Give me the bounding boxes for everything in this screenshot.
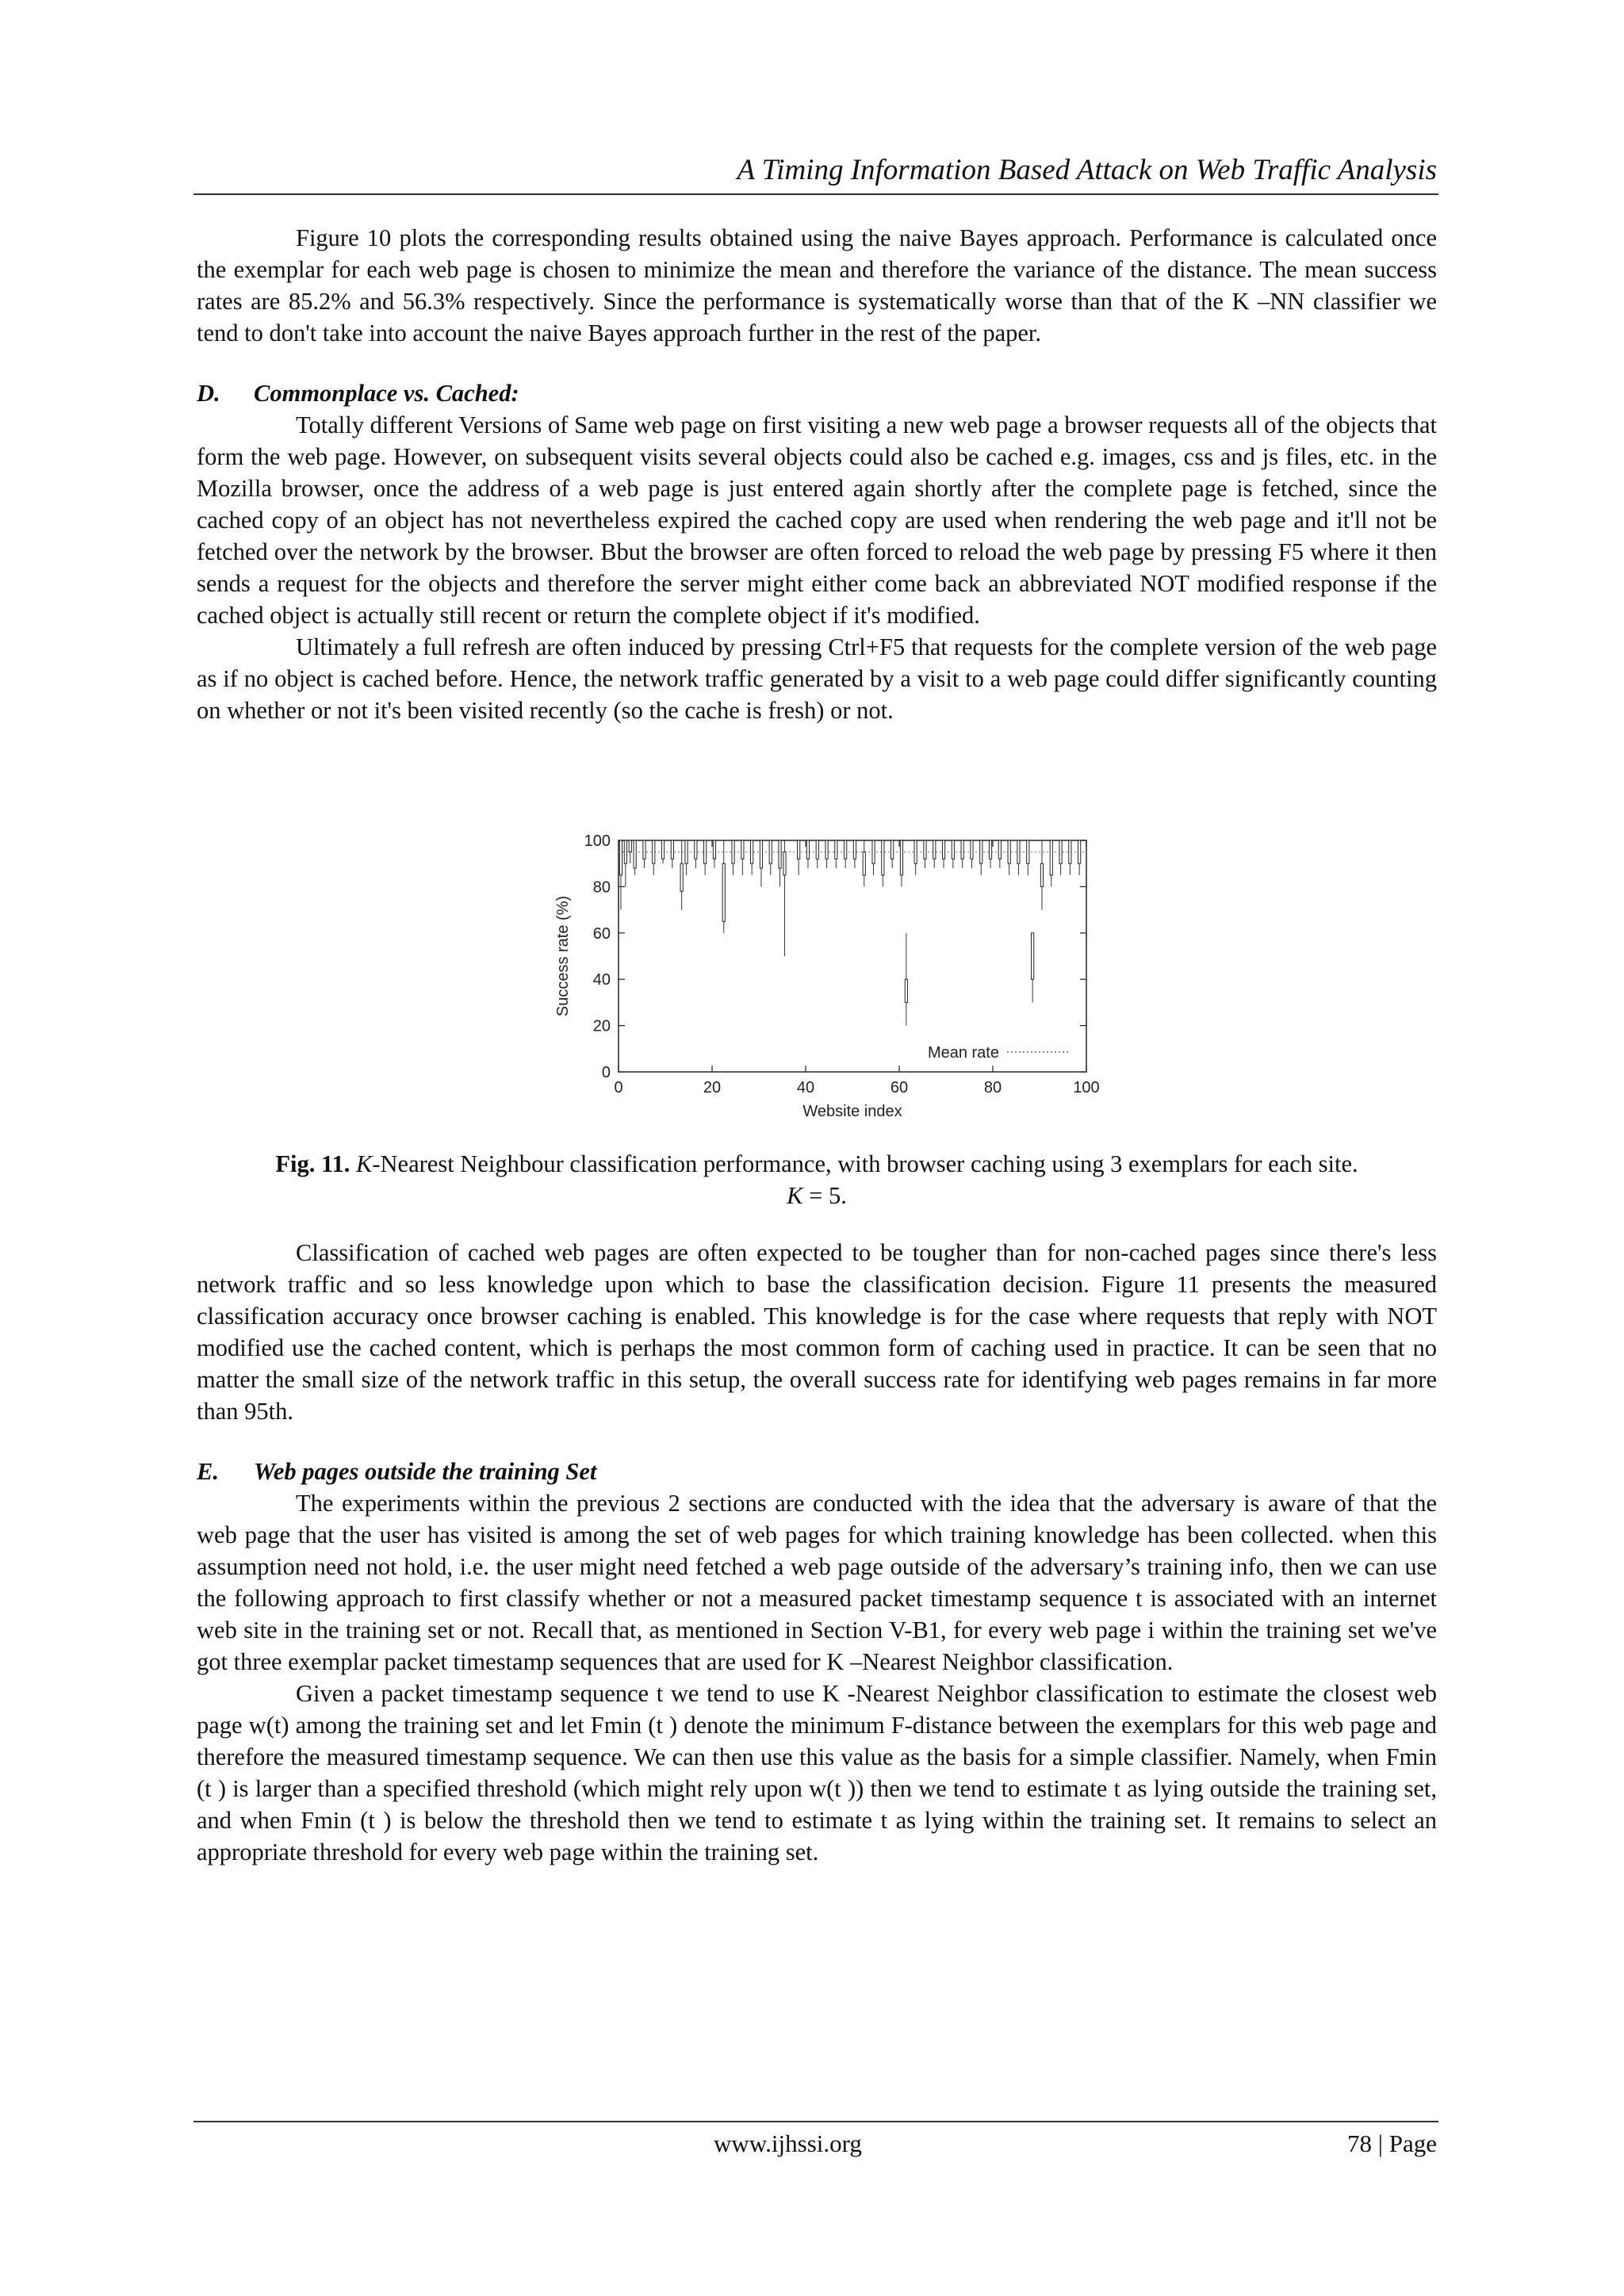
y-tick-label: 40 bbox=[592, 971, 611, 989]
box-body bbox=[704, 840, 707, 863]
box-body bbox=[653, 840, 655, 863]
section-number: D. bbox=[197, 380, 220, 407]
caption-text-2: = 5. bbox=[802, 1182, 847, 1209]
box-body bbox=[816, 840, 818, 859]
caption-k-symbol: K bbox=[356, 1150, 373, 1177]
paragraph: The experiments within the previous 2 sections are conducted with the idea that the adversary is aware of that the web page that the user has visited is among the set of web pages for which training knowledge has been collected. when this assumption need not hold, i.e. the user might need fetched a web page outside of the adversary’s training info, then we can use the following approach to first classify whether or not a measured packet timestamp sequence t is associated with an internet web site in the training set or not. Recall that, as mentioned in Section V-B1, for every web page i within the training set we've got three exemplar packet timestamp sequences that are used for K –Nearest Neighbor classification. bbox=[197, 1490, 1437, 1675]
body-block-lower bbox=[197, 1237, 1437, 1868]
box-body bbox=[853, 840, 856, 859]
box-body bbox=[914, 840, 917, 863]
header-rule bbox=[193, 193, 1438, 195]
box-body bbox=[695, 840, 697, 859]
box-body bbox=[1059, 840, 1062, 863]
box-body bbox=[905, 979, 907, 1002]
footer-site: www.ijhssi.org bbox=[714, 2130, 862, 2157]
x-tick-label: 60 bbox=[890, 1079, 909, 1096]
legend-label: Mean rate bbox=[927, 1044, 999, 1062]
box-body bbox=[619, 840, 622, 875]
x-axis-label: Website index bbox=[802, 1103, 902, 1120]
figure-caption bbox=[197, 1148, 1437, 1211]
body-block-upper bbox=[197, 222, 1437, 726]
box-body bbox=[1032, 933, 1034, 979]
paragraph: Ultimately a full refresh are often induced by pressing Ctrl+F5 that requests for the complete version of the web page as if no object is cached before. Hence, the network traffic generated by a visit to a web page could differ significantly counting on whether or not it's been visited recently (so the cache is fresh) or not. bbox=[197, 633, 1437, 724]
box-body bbox=[783, 852, 786, 875]
box-body bbox=[933, 840, 936, 859]
y-tick-label: 60 bbox=[592, 924, 611, 943]
paragraph: Figure 10 plots the corresponding results obtained using the naive Bayes approach. Performance is calculated once the exemplar for each web page is chosen to minimize the mean and therefore the variance of the distance. The mean success rates are 85.2% and 56.3% respectively. Since the performance is systematically worse than that of the K –NN classifier we tend to don't take into account the naive Bayes approach further in the rest of the paper. bbox=[197, 224, 1437, 346]
box-body bbox=[942, 840, 944, 859]
axis-layer bbox=[584, 832, 1100, 1096]
section-number: E. bbox=[197, 1458, 219, 1485]
box-body bbox=[671, 840, 673, 859]
box-plot-chart bbox=[523, 825, 1110, 1142]
x-tick-label: 100 bbox=[1073, 1079, 1100, 1096]
paragraph: Given a packet timestamp sequence t we tend to use K -Nearest Neighbor classification to estimate the closest web page w(t) among the training set and let Fmin (t ) denote the minimum F-distance between the exemplars for this web page and therefore the measured timestamp sequence. We can then use this value as the basis for a simple classifier. Namely, when Fmin (t ) is larger than a specified threshold (which might rely upon w(t )) then we tend to estimate t as lying outside the training set, and when Fmin (t ) is below the threshold then we tend to estimate t as lying within the training set. It remains to select an appropriate threshold for every web page within the training set. bbox=[197, 1680, 1437, 1866]
box-body bbox=[798, 840, 800, 859]
box-body bbox=[722, 863, 725, 921]
paragraph: Totally different Versions of Same web page on first visiting a new web page a browser requests all of the objects that form the web page. However, on subsequent visits several objects could also be cached e.g. images, css and js files, etc. in the Mozilla browser, once the address of a web page is just entered again shortly after the complete page is fetched, since the cached copy of an object has not nevertheless expired the cached copy are used when rendering the web page and it'll not be fetched over the network by the browser. Bbut the browser are often forced to reload the web page by pressing F5 where it then sends a request for the objects and therefore the server might either come back an abbreviated NOT modified response if the cached object is actually still recent or return the complete object if it's modified. bbox=[197, 411, 1437, 629]
box-body bbox=[872, 840, 875, 863]
box-body bbox=[998, 840, 1001, 859]
box-body bbox=[661, 840, 664, 859]
box-body bbox=[835, 840, 837, 859]
caption-k-symbol-2: K bbox=[787, 1182, 803, 1209]
caption-line-1 bbox=[197, 1148, 1437, 1180]
section-heading-e bbox=[197, 1456, 1437, 1487]
box-body bbox=[1050, 840, 1052, 875]
x-tick-label: 80 bbox=[983, 1079, 1002, 1096]
box-body bbox=[961, 840, 963, 859]
box-body bbox=[980, 840, 982, 863]
figure-11 bbox=[523, 825, 1110, 1142]
caption-text: -Nearest Neighbour classification performance, with browser caching using 3 exemplars for each site. bbox=[372, 1150, 1358, 1177]
box-body bbox=[825, 840, 828, 859]
section-title: Commonplace vs. Cached: bbox=[254, 380, 519, 407]
x-tick-label: 40 bbox=[796, 1079, 815, 1096]
box-body bbox=[806, 840, 809, 859]
box-body bbox=[779, 840, 781, 868]
box-body bbox=[1078, 840, 1081, 863]
box-body bbox=[1069, 840, 1071, 863]
box-body bbox=[751, 840, 753, 863]
box-body bbox=[713, 840, 715, 859]
box-body bbox=[624, 840, 626, 863]
paragraph: Classification of cached web pages are often expected to be tougher than for non-cached pages since there's less network traffic and so less knowledge upon which to base the classification decision. Figure 11 presents the measured classification accuracy once browser caching is enabled. This knowledge is for the case where requests that reply with NOT modified use the cached content, which is perhaps the most common form of caching used in practice. It can be seen that no matter the small size of the network traffic in this setup, the overall success rate for identifying web pages remains in far more than 95th. bbox=[197, 1239, 1437, 1425]
y-tick-label: 80 bbox=[592, 878, 611, 897]
y-tick-label: 0 bbox=[601, 1064, 611, 1081]
box-body bbox=[1040, 863, 1043, 886]
box-body bbox=[769, 840, 772, 863]
box-body bbox=[900, 840, 902, 875]
footer-rule bbox=[193, 2121, 1438, 2122]
x-tick-label: 0 bbox=[614, 1079, 623, 1096]
caption-line-2 bbox=[197, 1180, 1437, 1211]
y-tick-label: 20 bbox=[592, 1017, 611, 1035]
box-body bbox=[1008, 840, 1010, 863]
box-body bbox=[634, 840, 636, 868]
figure-label: Fig. 11. bbox=[275, 1150, 350, 1177]
plot-frame bbox=[619, 840, 1086, 1072]
box-body bbox=[685, 840, 688, 863]
section-heading-d bbox=[197, 377, 1437, 409]
box-body bbox=[760, 840, 762, 868]
box-body bbox=[741, 840, 744, 859]
box-body bbox=[924, 840, 926, 859]
box-body bbox=[629, 840, 631, 852]
y-tick-label: 100 bbox=[584, 832, 611, 850]
box-body bbox=[643, 840, 645, 859]
section-title: Web pages outside the training Set bbox=[254, 1458, 597, 1485]
box-body bbox=[1027, 840, 1029, 863]
x-tick-label: 20 bbox=[703, 1079, 722, 1096]
box-body bbox=[989, 840, 991, 859]
box-body bbox=[732, 840, 734, 863]
running-head: A Timing Information Based Attack on Web Traffic Analysis bbox=[737, 154, 1437, 186]
box-body bbox=[971, 840, 973, 859]
box-body bbox=[1017, 840, 1020, 863]
y-axis-label: Success rate (%) bbox=[554, 895, 572, 1017]
box-layer bbox=[619, 840, 1080, 1026]
box-body bbox=[891, 840, 894, 859]
box-body bbox=[845, 840, 847, 859]
box-body bbox=[863, 852, 865, 875]
footer-page-number: 78 | Page bbox=[1347, 2130, 1437, 2157]
box-body bbox=[952, 840, 954, 859]
box-body bbox=[882, 840, 884, 875]
box-body bbox=[680, 863, 683, 891]
